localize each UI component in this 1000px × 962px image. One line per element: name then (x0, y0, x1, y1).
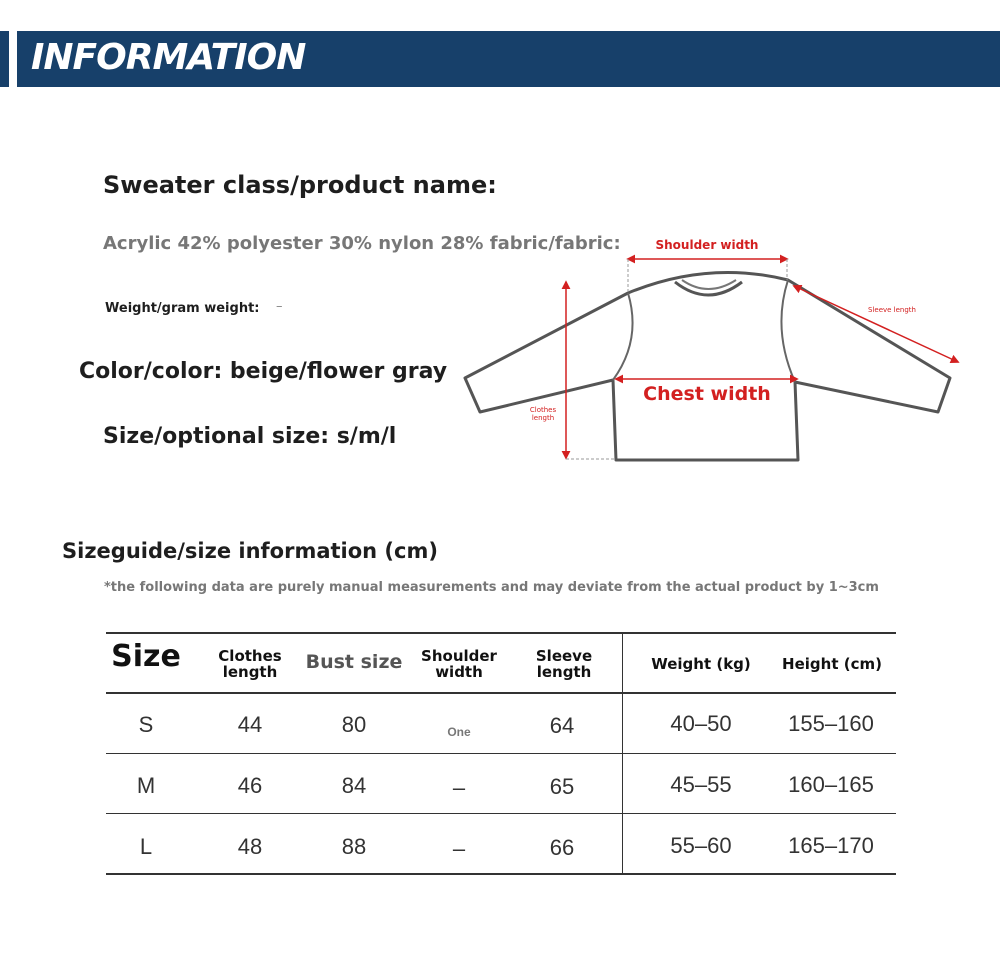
header-shoulder-width (421, 648, 497, 680)
cell-shoulder: One (447, 725, 471, 739)
cell-shoulder: – (452, 836, 466, 861)
cell-bust: 88 (341, 834, 367, 859)
cell-height: 160–165 (788, 772, 874, 797)
cell-clothes-length: 46 (237, 773, 263, 798)
information-banner (17, 31, 1000, 87)
clothes-length-label-line1: Clothes (529, 406, 557, 414)
table-row-rule (106, 753, 896, 754)
cell-clothes-length: 44 (237, 712, 263, 737)
clothes-length-label-line2: length (531, 414, 555, 422)
banner-accent-bar (0, 31, 9, 87)
cell-height: 155–160 (788, 711, 874, 736)
sweater-outline (465, 272, 950, 460)
cell-size: S (138, 712, 154, 737)
cell-bust: 84 (341, 773, 367, 798)
weight-value: – (276, 299, 283, 314)
cell-size: M (136, 773, 156, 798)
shoulder-width-label: Shoulder width (655, 238, 759, 252)
cell-bust: 80 (341, 712, 367, 737)
header-clothes-length (218, 648, 281, 680)
header-sleeve-length (536, 648, 592, 680)
cell-size: L (139, 834, 153, 859)
color-line: Color/color: beige/flower gray (79, 359, 448, 384)
cell-weight: 55–60 (670, 833, 732, 858)
header-clothes-length-line1: Clothes (218, 647, 282, 665)
cell-weight: 45–55 (670, 772, 732, 797)
size-guide-note: *the following data are purely manual measurements and may deviate from the actual product by 1~3cm (104, 580, 879, 595)
header-sleeve-length-line1: Sleeve (535, 647, 593, 665)
header-clothes-length-line2: length (222, 663, 278, 681)
product-name-line: Sweater class/product name: (103, 171, 497, 199)
cell-clothes-length: 48 (237, 834, 263, 859)
table-bottom-rule (106, 873, 896, 875)
header-bust-size: Bust size (305, 651, 403, 673)
header-shoulder-width-line2: width (435, 663, 483, 681)
cell-shoulder: – (452, 775, 466, 800)
sweater-measurement-diagram (460, 230, 980, 470)
header-sleeve-length-line2: length (536, 663, 592, 681)
weight-label: Weight/gram weight: (105, 301, 260, 316)
table-column-separator (622, 632, 623, 874)
chest-width-label: Chest width (643, 383, 771, 405)
size-guide-title: Sizeguide/size information (cm) (62, 539, 438, 563)
cell-height: 165–170 (788, 833, 874, 858)
cell-sleeve: 66 (549, 835, 575, 860)
table-row-rule (106, 813, 896, 814)
table-top-rule (106, 632, 896, 634)
cell-sleeve: 65 (549, 774, 575, 799)
size-option-line: Size/optional size: s/m/l (103, 424, 397, 449)
header-height: Height (cm) (782, 655, 882, 673)
sleeve-length-label: Sleeve length (868, 306, 916, 314)
table-header-rule (106, 692, 896, 694)
cell-sleeve: 64 (549, 713, 575, 738)
header-size: Size (111, 639, 181, 674)
header-shoulder-width-line1: Shoulder (421, 647, 497, 665)
fabric-line: Acrylic 42% polyester 30% nylon 28% fabric/fabric: (103, 233, 621, 254)
header-weight: Weight (kg) (651, 655, 751, 673)
banner-title: INFORMATION (31, 37, 306, 78)
cell-weight: 40–50 (670, 711, 732, 736)
